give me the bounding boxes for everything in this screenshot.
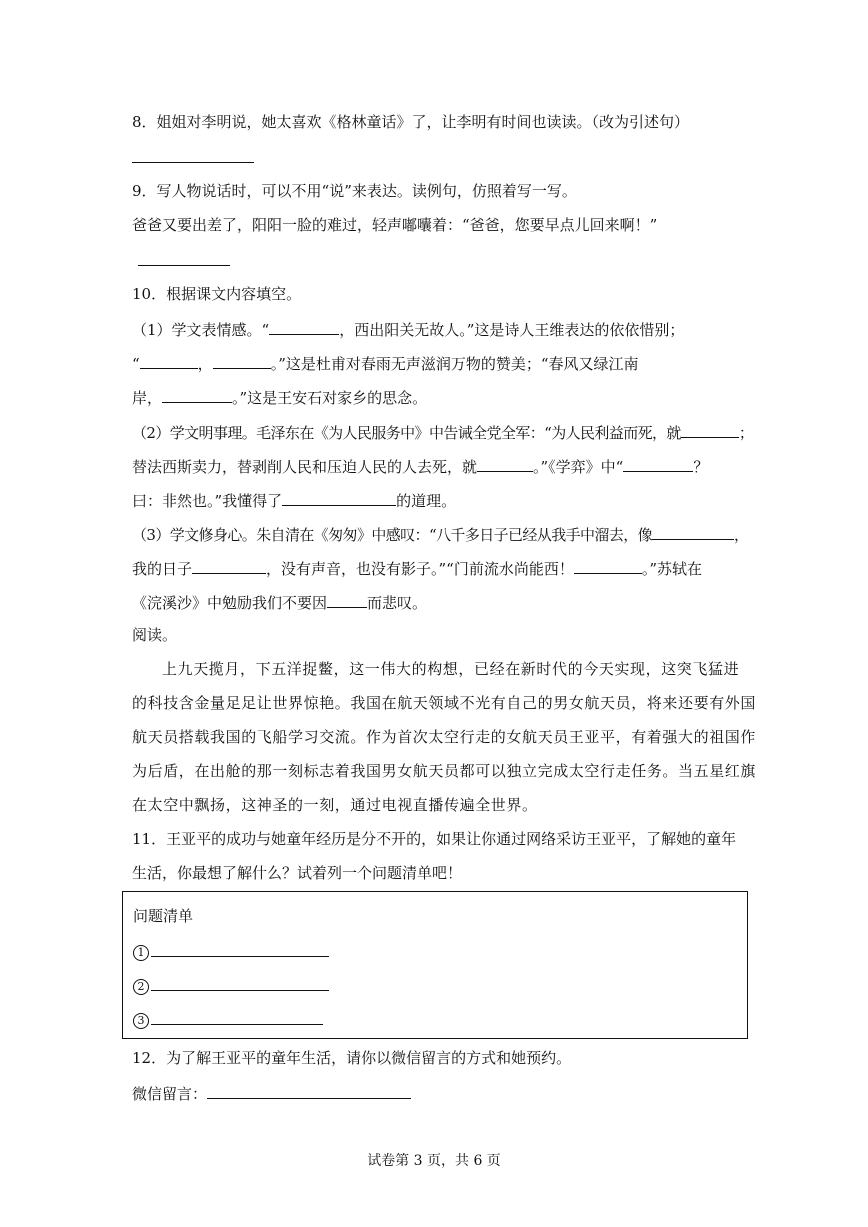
question-9-prompt: 9．写人物说话时，可以不用“说”来表达。读例句，仿照着写一写。 xyxy=(132,182,577,200)
question-11-text: 生活，你最想了解什么？试着列一个问题清单吧！ xyxy=(132,864,463,882)
answer-blank[interactable] xyxy=(574,557,642,574)
text-segment: 而悲叹。 xyxy=(367,594,428,612)
page-footer xyxy=(0,1150,868,1170)
text-segment: “ xyxy=(132,355,140,373)
answer-blank[interactable] xyxy=(623,455,693,472)
text-segment: （1）学文表情感。“ xyxy=(132,321,270,339)
reading-passage-line xyxy=(132,693,756,713)
text-segment: 。”苏轼在 xyxy=(641,560,703,578)
question-list-item xyxy=(133,974,329,996)
text-segment: （2）学文明事理。毛泽东在《为人民服务中》中告诫全党全军：“为人民利益而死，就 xyxy=(132,424,681,442)
text-segment: 我的日子 xyxy=(132,560,193,578)
reading-passage-line xyxy=(162,659,739,679)
text-segment: 曰：非然也。”我懂得了 xyxy=(132,492,283,510)
reading-passage-line xyxy=(132,761,756,781)
answer-blank[interactable] xyxy=(151,940,329,957)
text-segment: （3）学文修身心。朱自清在《匆匆》中感叹：“八千多日子已经从我手中溜去，像 xyxy=(132,526,653,544)
text-segment: ， xyxy=(197,355,213,373)
question-9-example xyxy=(132,215,657,235)
passage-text: 上九天揽月，下五洋捉鳖，这一伟大的构想，已经在新时代的今天实现，这突飞猛进 xyxy=(162,660,740,678)
question-10-title-text: 10．根据课文内容填空。 xyxy=(132,285,302,303)
reading-passage-line xyxy=(132,727,756,747)
passage-text: 的科技含金量足足让世界惊艳。我国在航天领域不光有自己的男女航天员，将来还要有外国 xyxy=(132,694,757,712)
q10-part2-line1 xyxy=(132,421,753,443)
circled-number: 2 xyxy=(133,979,149,995)
question-9 xyxy=(132,181,577,201)
text-segment: ，西出阳关无故人。”这是诗人王维表达的依依惜别； xyxy=(339,321,685,339)
question-list-box xyxy=(122,891,748,1039)
text-segment: 。”《学弈》中“ xyxy=(533,458,624,476)
text-segment: ， xyxy=(734,526,749,544)
circled-number: 1 xyxy=(133,945,149,961)
question-9-answer-line xyxy=(138,249,230,271)
text-segment: ？ xyxy=(693,458,709,476)
answer-blank[interactable] xyxy=(192,557,266,574)
question-12 xyxy=(132,1048,571,1068)
question-list-item xyxy=(133,1008,323,1030)
text-segment: 替法西斯卖力，替剥削人民和压迫人民的人去死，就 xyxy=(132,458,478,476)
answer-blank[interactable] xyxy=(213,352,271,369)
text-segment: ； xyxy=(738,424,754,442)
passage-text: 航天员搭载我国的飞船学习交流。作为首次太空行走的女航天员王亚平，有着强大的祖国作 xyxy=(132,728,757,746)
answer-blank[interactable] xyxy=(327,591,367,608)
answer-blank[interactable] xyxy=(151,974,329,991)
text-segment: ，没有声音，也没有影子。”“门前流水尚能西！ xyxy=(266,560,574,578)
question-11-text: 11．王亚平的成功与她童年经历是分不开的，如果让你通过网络采访王亚平，了解她的童年 xyxy=(132,830,737,848)
passage-text: 在太空中飘扬，这神圣的一刻，通过电视直播传遍全世界。 xyxy=(132,796,538,814)
q10-part2-line3 xyxy=(132,489,456,511)
answer-blank[interactable] xyxy=(282,489,396,506)
q10-part1-line1 xyxy=(132,318,684,340)
question-11-line1 xyxy=(132,829,736,849)
answer-blank[interactable] xyxy=(207,1082,411,1099)
question-8-text: 8．姐姐对李明说，她太喜欢《格林童话》了，让李明有时间也读读。（改为引述句） xyxy=(132,113,690,131)
answer-blank[interactable] xyxy=(269,318,339,335)
reading-label xyxy=(132,625,177,645)
question-list-title-text: 问题清单 xyxy=(133,907,194,925)
text-segment: 。”这是王安石对家乡的思念。 xyxy=(232,389,428,407)
q10-part1-line2 xyxy=(132,352,639,374)
reading-passage-line xyxy=(132,795,538,815)
answer-blank[interactable] xyxy=(132,146,254,163)
answer-blank[interactable] xyxy=(162,386,232,403)
question-10-title xyxy=(132,284,301,304)
circled-number: 3 xyxy=(133,1013,149,1029)
question-list-item xyxy=(133,940,329,962)
answer-blank[interactable] xyxy=(652,523,734,540)
text-segment: 。”这是杜甫对春雨无声滋润万物的赞美；“春风又绿江南 xyxy=(270,355,639,373)
wechat-message-line xyxy=(132,1082,411,1104)
question-9-example-text: 爸爸又要出差了，阳阳一脸的难过，轻声嘟囔着：“爸爸，您要早点儿回来啊！” xyxy=(132,216,658,234)
q10-part3-line1 xyxy=(132,523,748,545)
question-8-answer-line xyxy=(132,146,254,168)
answer-blank[interactable] xyxy=(138,249,230,266)
answer-blank[interactable] xyxy=(140,352,198,369)
question-12-text: 12．为了解王亚平的童年生活，请你以微信留言的方式和她预约。 xyxy=(132,1049,572,1067)
question-8 xyxy=(132,112,689,132)
passage-text: 为后盾，在出舱的那一刻标志着我国男女航天员都可以独立完成太空行走任务。当五星红旗 xyxy=(132,762,757,780)
q10-part1-line3 xyxy=(132,386,427,408)
text-segment: 岸， xyxy=(132,389,163,407)
answer-blank[interactable] xyxy=(477,455,533,472)
question-list-title xyxy=(133,906,193,926)
answer-blank[interactable] xyxy=(151,1008,323,1025)
q10-part2-line2 xyxy=(132,455,708,477)
text-segment: 《浣溪沙》中勉励我们不要因 xyxy=(132,594,328,612)
q10-part3-line3 xyxy=(132,591,427,613)
reading-label-text: 阅读。 xyxy=(132,626,178,644)
answer-blank[interactable] xyxy=(681,421,739,438)
page-number-text: 试卷第 3 页，共 6 页 xyxy=(367,1153,501,1169)
question-11-line2 xyxy=(132,863,462,883)
wechat-message-label: 微信留言： xyxy=(132,1085,208,1103)
text-segment: 的道理。 xyxy=(396,492,457,510)
q10-part3-line2 xyxy=(132,557,702,579)
